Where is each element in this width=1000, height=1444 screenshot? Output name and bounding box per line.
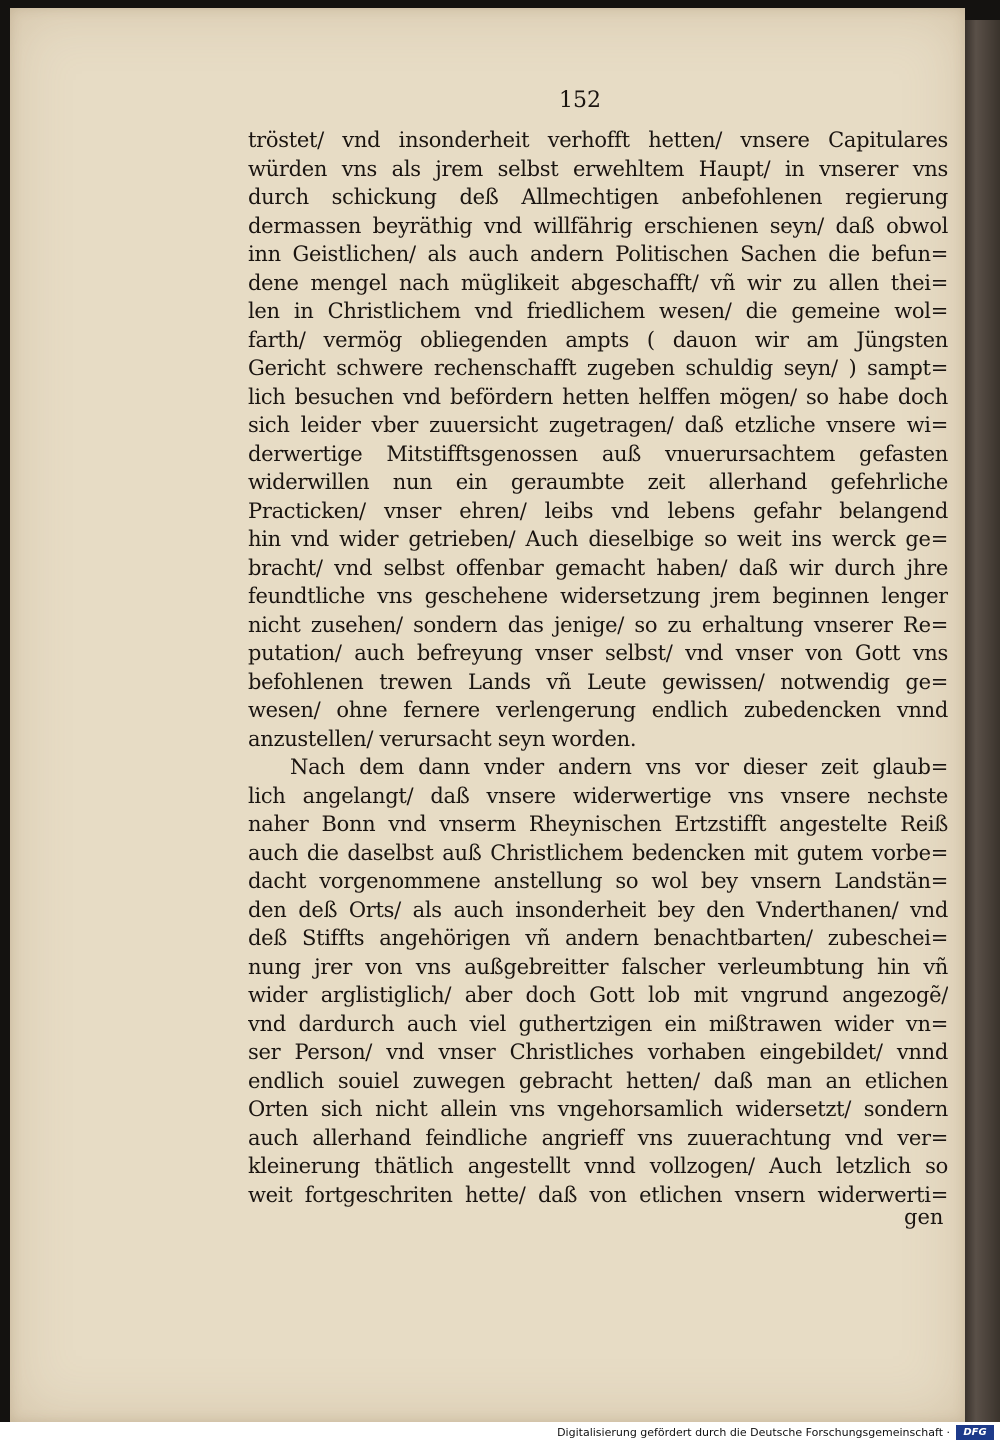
- text-line: widerwillen nun ein geraumbte zeit allerhand gefehrliche: [248, 470, 948, 494]
- text-line: nung jrer von vns außgebreitter falscher verleumbtung hin vñ: [248, 954, 948, 979]
- page-edge-shadow: [960, 20, 1000, 1422]
- text-line: feundtliche vns geschehene widersetzung jrem beginnen lenger: [248, 584, 948, 608]
- text-line: bracht/ vnd selbst offenbar gemacht haben/ daß wir durch jhre: [248, 555, 948, 580]
- text-line: dermassen beyräthig vnd willfährig erschienen seyn/ daß obwol: [248, 213, 948, 238]
- body-text: [248, 126, 948, 1209]
- text-line: lich angelangt/ daß vnsere widerwertige vns vnsere nechste: [248, 783, 948, 808]
- catchword: gen: [904, 1205, 944, 1229]
- text-line: den deß Orts/ als auch insonderheit bey den Vnderthanen/ vnd: [248, 897, 948, 922]
- page-number: 152: [559, 88, 601, 113]
- text-line: kleinerung thätlich angestellt vnnd vollzogen/ Auch letzlich so: [248, 1154, 948, 1178]
- text-line: putation/ auch befreyung vnser selbst/ vnd vnser von Gott vns: [248, 641, 948, 665]
- text-line: auch die daselbst auß Christlichem bedencken mit gutem vorbe=: [248, 840, 948, 865]
- funding-note: Digitalisierung gefördert durch die Deutsche Forschungsgemeinschaft ·: [557, 1426, 950, 1439]
- text-line: endlich souiel zuwegen gebracht hetten/ daß man an etlichen: [248, 1068, 948, 1093]
- text-line: Gericht schwere rechenschafft zugeben schuldig seyn/ ) sampt=: [248, 356, 948, 380]
- text-line: weit fortgeschriten hette/ daß von etlichen vnsern widerwerti=: [248, 1182, 948, 1207]
- dfg-logo: DFG: [956, 1425, 994, 1440]
- text-line: Orten sich nicht allein vns vngehorsamlich widersetzt/ sondern: [248, 1097, 948, 1121]
- text-line: sich leider vber zuuersicht zugetragen/ daß etzliche vnsere wi=: [248, 413, 948, 437]
- text-line: farth/ vermög obliegenden ampts ( dauon wir am Jüngsten: [248, 327, 948, 352]
- text-line: ser Person/ vnd vnser Christliches vorhaben eingebildet/ vnnd: [248, 1040, 948, 1064]
- text-line: befohlenen trewen Lands vñ Leute gewissen/ notwendig ge=: [248, 669, 948, 694]
- text-line: wesen/ ohne fernere verlengerung endlich zubedencken vnnd: [248, 698, 948, 722]
- text-line: lich besuchen vnd befördern hetten helffen mögen/ so habe doch: [248, 384, 948, 409]
- text-line: tröstet/ vnd insonderheit verhofft hetten/ vnsere Capitulares: [248, 128, 948, 152]
- text-line: dacht vorgenommene anstellung so wol bey vnsern Landstän=: [248, 869, 948, 893]
- text-line: durch schickung deß Allmechtigen anbefohlenen regierung: [248, 185, 948, 209]
- text-line: dene mengel nach müglikeit abgeschafft/ vñ wir zu allen thei=: [248, 270, 948, 295]
- text-line: inn Geistlichen/ als auch andern Politischen Sachen die befun=: [248, 242, 948, 266]
- text-line: Nach dem dann vnder andern vns vor dieser zeit glaub=: [290, 755, 948, 779]
- text-line: derwertige Mitstifftsgenossen auß vnuerursachtem gefasten: [248, 441, 948, 466]
- text-line: würden vns als jrem selbst erwehltem Haupt/ in vnserer vns: [248, 156, 948, 181]
- text-line: Practicken/ vnser ehren/ leibs vnd lebens gefahr belangend: [248, 498, 948, 523]
- text-line: nicht zusehen/ sondern das jenige/ so zu erhaltung vnserer Re=: [248, 612, 948, 637]
- text-line: vnd dardurch auch viel guthertzigen ein mißtrawen wider vn=: [248, 1011, 948, 1036]
- text-line: anzustellen/ verursacht seyn worden.: [248, 726, 637, 751]
- text-line: hin vnd wider getrieben/ Auch dieselbige so weit ins werck ge=: [248, 527, 948, 551]
- text-line: len in Christlichem vnd friedlichem wesen/ die gemeine wol=: [248, 299, 948, 323]
- text-line: deß Stiffts angehörigen vñ andern benachtbarten/ zubeschei=: [248, 926, 948, 950]
- text-line: auch allerhand feindliche angrieff vns zuuerachtung vnd ver=: [248, 1125, 948, 1150]
- text-line: naher Bonn vnd vnserm Rheynischen Ertzstifft angestelte Reiß: [248, 812, 948, 836]
- text-line: wider arglistiglich/ aber doch Gott lob mit vngrund angezogẽ/: [248, 983, 948, 1007]
